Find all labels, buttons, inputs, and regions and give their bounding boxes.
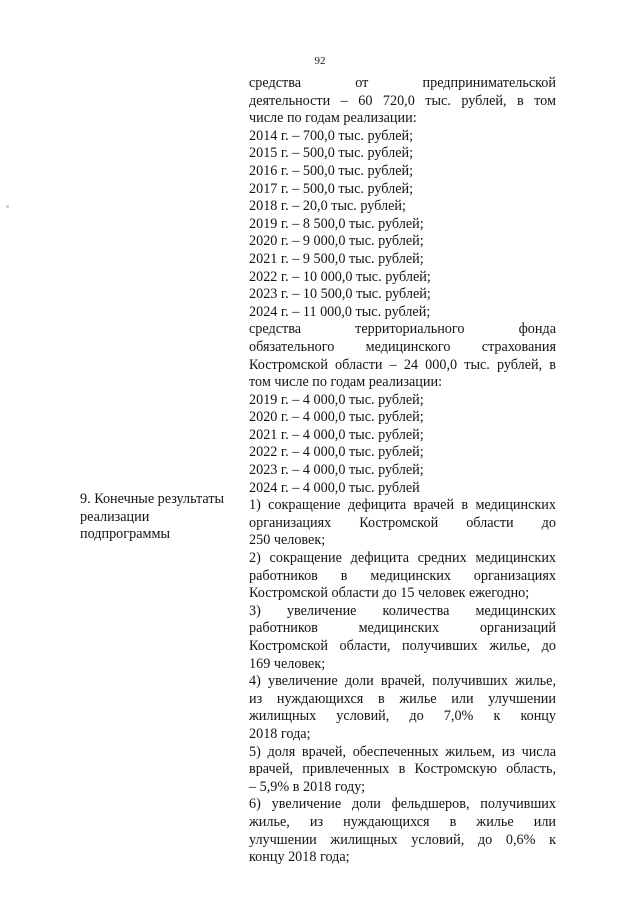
text-line: 250 человек;: [249, 532, 326, 549]
text-line: 169 человек;: [249, 655, 326, 672]
text-line: 2022 г. – 4 000,0 тыс. рублей;: [249, 444, 424, 461]
page-number: 92: [314, 55, 326, 67]
text-line: 3) увеличение количества медицинских: [249, 602, 556, 619]
text-line: Костромской области, получивших жилье, до: [249, 638, 556, 654]
text-line: числе по годам реализации:: [249, 110, 417, 127]
text-line: 1) сокращение дефицита врачей в медицинских: [249, 497, 556, 514]
text-line: 2023 г. – 10 500,0 тыс. рублей;: [249, 286, 431, 303]
text-line: 2024 г. – 4 000,0 тыс. рублей: [249, 479, 420, 496]
text-line: 2022 г. – 10 000,0 тыс. рублей;: [249, 268, 431, 285]
text-line: 5) доля врачей, обеспеченных жильем, из числа: [249, 743, 556, 760]
text-line: деятельности – 60 720,0 тыс. рублей, в том: [249, 92, 556, 109]
text-line: 2024 г. – 11 000,0 тыс. рублей;: [249, 303, 431, 320]
section-label-line: подпрограммы: [80, 526, 170, 543]
text-line: 2014 г. – 700,0 тыс. рублей;: [249, 127, 414, 144]
text-line: 6) увеличение доли фельдшеров, получивших: [249, 796, 556, 813]
text-line: жилищных условий, до 7,0% к концу: [249, 708, 556, 725]
content-paragraph: [249, 497, 556, 550]
text-line: работников медицинских организаций: [249, 620, 556, 637]
text-line: врачей, привлеченных в Костромскую область,: [249, 761, 556, 778]
text-line: 2018 г. – 20,0 тыс. рублей;: [249, 198, 406, 215]
text-line: 2020 г. – 4 000,0 тыс. рублей;: [249, 409, 424, 426]
text-line: – 5,9% в 2018 году;: [249, 778, 366, 795]
text-line: 2021 г. – 4 000,0 тыс. рублей;: [249, 426, 424, 443]
text-line: 2) сокращение дефицита средних медицинских: [249, 550, 556, 567]
scan-dot: [6, 205, 9, 208]
text-line: 2017 г. – 500,0 тыс. рублей;: [249, 180, 414, 197]
text-line: концу 2018 года;: [249, 849, 350, 866]
text-line: Костромской области – 24 000,0 тыс. рублей, в: [249, 356, 556, 373]
text-line: 2018 года;: [249, 725, 311, 742]
text-line: обязательного медицинского страхования: [249, 338, 556, 355]
content-paragraph: [249, 321, 556, 497]
text-line: 2019 г. – 4 000,0 тыс. рублей;: [249, 391, 424, 408]
text-line: организациях Костромской области до: [249, 514, 556, 531]
text-line: 2020 г. – 9 000,0 тыс. рублей;: [249, 233, 424, 250]
text-line: улучшении жилищных условий, до 0,6% к: [249, 831, 556, 848]
text-line: 2019 г. – 8 500,0 тыс. рублей;: [249, 215, 424, 232]
text-line: 2016 г. – 500,0 тыс. рублей;: [249, 162, 414, 179]
text-line: 2015 г. – 500,0 тыс. рублей;: [249, 145, 414, 162]
text-line: средства территориального фонда: [249, 321, 556, 338]
content-paragraph: [249, 550, 556, 603]
text-line: 4) увеличение доли врачей, получивших жилье,: [249, 673, 556, 690]
content-paragraph: [249, 796, 556, 866]
section-label: [80, 491, 245, 544]
text-line: Костромской области до 15 человек ежегодно;: [249, 585, 530, 602]
text-line: работников в медицинских организациях: [249, 567, 556, 584]
section-label-line: реализации: [80, 508, 150, 525]
content-paragraph: [249, 603, 556, 673]
section-label-line: 9. Конечные результаты: [80, 491, 225, 507]
content-paragraph: [249, 75, 556, 321]
text-line: из нуждающихся в жилье или улучшении: [249, 690, 556, 707]
content-paragraph: [249, 744, 556, 797]
section-content: [249, 75, 556, 867]
text-line: 2021 г. – 9 500,0 тыс. рублей;: [249, 250, 424, 267]
text-line: 2023 г. – 4 000,0 тыс. рублей;: [249, 462, 424, 479]
text-line: жилье, из нуждающихся в жилье или: [249, 813, 556, 830]
text-line: том числе по годам реализации:: [249, 374, 443, 391]
text-line: средства от предпринимательской: [249, 75, 556, 91]
content-paragraph: [249, 673, 556, 743]
